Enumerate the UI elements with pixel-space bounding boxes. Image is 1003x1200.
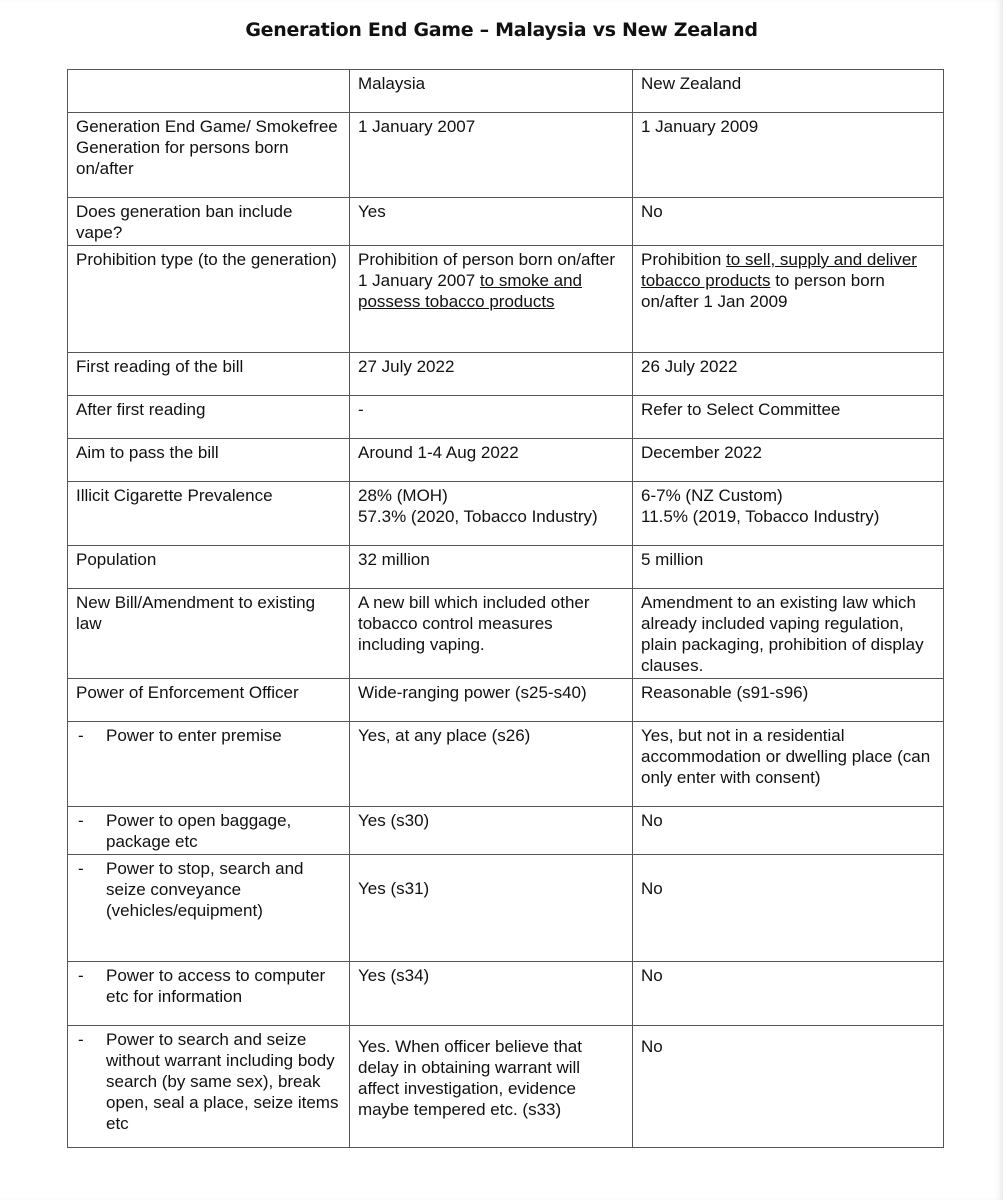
row-topic-cell: Aim to pass the bill — [68, 439, 350, 482]
new-zealand-cell: 5 million — [633, 546, 944, 589]
row-topic-cell — [68, 1026, 350, 1148]
row-topic-cell: After first reading — [68, 396, 350, 439]
malaysia-cell: Yes (s34) — [350, 962, 633, 1026]
row-topic-cell — [68, 855, 350, 962]
new-zealand-cell: No — [633, 807, 944, 855]
row-topic-cell: Generation End Game/ Smokefree Generation for persons born on/after — [68, 113, 350, 198]
new-zealand-cell: No — [633, 855, 944, 962]
malaysia-cell: - — [350, 396, 633, 439]
header-new-zealand-cell: New Zealand — [633, 70, 944, 113]
new-zealand-cell: 6-7% (NZ Custom) 11.5% (2019, Tobacco Industry) — [633, 482, 944, 546]
row-topic-cell: Population — [68, 546, 350, 589]
row-topic-cell: First reading of the bill — [68, 353, 350, 396]
row-topic-cell: Prohibition type (to the generation) — [68, 246, 350, 353]
table-row — [68, 353, 944, 396]
prohibition-text: Prohibition of person born on/after 1 January 2007 — [358, 250, 616, 290]
row-topic-text: Power to search and seize without warrant including body search (by same sex), break open, seal a place, seize items etc — [106, 1030, 339, 1133]
malaysia-cell: 27 July 2022 — [350, 353, 633, 396]
table-row — [68, 807, 944, 855]
new-zealand-cell — [633, 246, 944, 353]
row-topic-cell: Illicit Cigarette Prevalence — [68, 482, 350, 546]
new-zealand-cell: December 2022 — [633, 439, 944, 482]
new-zealand-cell: 1 January 2009 — [633, 113, 944, 198]
new-zealand-cell: Yes, but not in a residential accommodation or dwelling place (can only enter with consent) — [633, 722, 944, 807]
new-zealand-cell: No — [633, 1026, 944, 1148]
table-row — [68, 482, 944, 546]
new-zealand-cell: Amendment to an existing law which already included vaping regulation, plain packaging, prohibition of display clauses. — [633, 589, 944, 679]
bullet-dash: - — [78, 966, 84, 985]
malaysia-cell: Yes (s30) — [350, 807, 633, 855]
malaysia-cell: Yes. When officer believe that delay in obtaining warrant will affect investigation, evidence maybe tempered etc. (s33) — [350, 1026, 633, 1148]
row-topic-cell — [68, 807, 350, 855]
table-row — [68, 546, 944, 589]
new-zealand-cell: 26 July 2022 — [633, 353, 944, 396]
row-topic-text: Power to enter premise — [106, 726, 282, 745]
new-zealand-cell: Refer to Select Committee — [633, 396, 944, 439]
malaysia-cell: Wide-ranging power (s25-s40) — [350, 679, 633, 722]
row-topic-cell: Power of Enforcement Officer — [68, 679, 350, 722]
table-row — [68, 396, 944, 439]
malaysia-cell: 28% (MOH) 57.3% (2020, Tobacco Industry) — [350, 482, 633, 546]
table-row — [68, 589, 944, 679]
table-row — [68, 855, 944, 962]
malaysia-cell: Yes — [350, 198, 633, 246]
malaysia-cell: Around 1-4 Aug 2022 — [350, 439, 633, 482]
row-topic-cell — [68, 962, 350, 1026]
new-zealand-cell: No — [633, 198, 944, 246]
table-row — [68, 1026, 944, 1148]
table-row — [68, 246, 944, 353]
row-topic-cell: Does generation ban include vape? — [68, 198, 350, 246]
malaysia-cell: 32 million — [350, 546, 633, 589]
table-row — [68, 198, 944, 246]
table-row — [68, 439, 944, 482]
bullet-dash: - — [78, 1030, 84, 1049]
row-topic-text: Power to access to computer etc for information — [106, 966, 326, 1006]
bullet-dash: - — [78, 859, 84, 878]
malaysia-cell — [350, 246, 633, 353]
header-malaysia-cell: Malaysia — [350, 70, 633, 113]
new-zealand-cell: No — [633, 962, 944, 1026]
prohibition-text: to person born on/after 1 Jan 2009 — [641, 271, 885, 311]
new-zealand-cell: Reasonable (s91-s96) — [633, 679, 944, 722]
table-row — [68, 722, 944, 807]
row-topic-cell: New Bill/Amendment to existing law — [68, 589, 350, 679]
row-topic-cell — [68, 722, 350, 807]
table-row — [68, 962, 944, 1026]
header-topic-cell — [68, 70, 350, 113]
bullet-dash: - — [78, 726, 84, 745]
row-topic-text: Power to open baggage, package etc — [106, 811, 292, 851]
table-header-row — [68, 70, 944, 113]
malaysia-cell: Yes, at any place (s26) — [350, 722, 633, 807]
row-topic-text: Power to stop, search and seize conveyance (vehicles/equipment) — [106, 859, 304, 920]
table-row — [68, 679, 944, 722]
bullet-dash: - — [78, 811, 84, 830]
table-row — [68, 113, 944, 198]
malaysia-cell: Yes (s31) — [350, 855, 633, 962]
malaysia-cell: 1 January 2007 — [350, 113, 633, 198]
prohibition-underlined-text: to sell, supply and deliver tobacco products — [641, 250, 917, 290]
prohibition-underlined-text: to smoke and possess tobacco products — [358, 271, 582, 311]
document-title: Generation End Game – Malaysia vs New Zealand — [245, 19, 758, 41]
comparison-table — [67, 69, 944, 1148]
prohibition-text: Prohibition — [641, 250, 727, 269]
malaysia-cell: A new bill which included other tobacco control measures including vaping. — [350, 589, 633, 679]
